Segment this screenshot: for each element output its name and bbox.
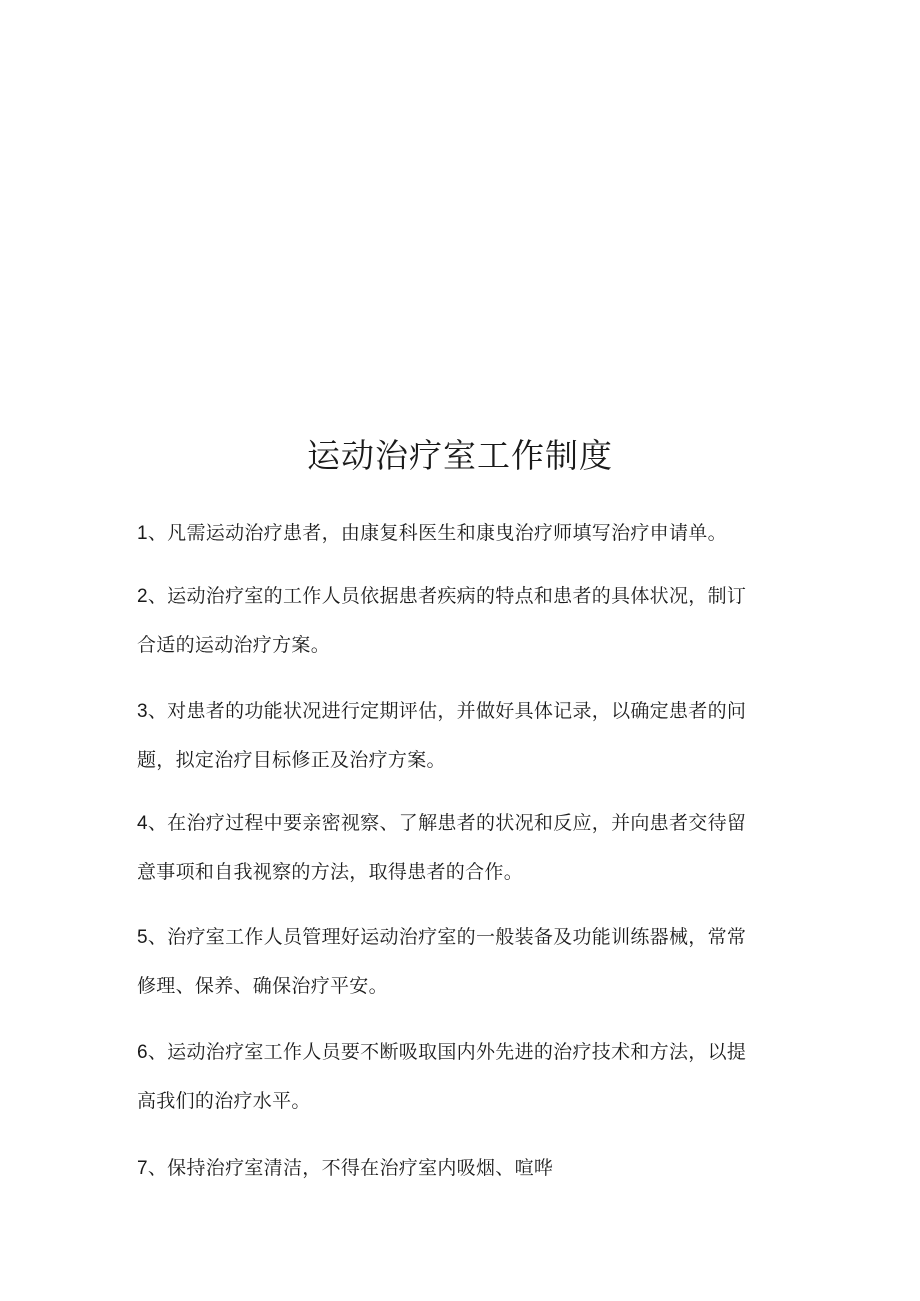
rule-text: 、运动治疗室工作人员要不断吸取国内外先进的治疗技术和方法，以提	[147, 1041, 747, 1063]
rule-item-1	[137, 509, 787, 558]
rule-text: 、运动治疗室的工作人员依据患者疾病的特点和患者的具体状况，制订	[147, 585, 747, 607]
rule-line	[137, 509, 787, 558]
rule-line	[137, 572, 787, 621]
rule-item-4	[137, 799, 787, 896]
rule-number: 1	[137, 523, 148, 544]
rule-number: 6	[137, 1042, 148, 1063]
rule-text: 、对患者的功能状况进行定期评估，并做好具体记录，以确定患者的问	[147, 700, 747, 722]
rule-line-continued: 修理、保养、确保治疗平安。	[137, 975, 388, 997]
rule-text: 、保持治疗室清洁，不得在治疗室内吸烟、喧哗	[147, 1157, 554, 1179]
rule-line	[137, 913, 787, 962]
rule-number: 2	[137, 586, 148, 607]
document-title: 运动治疗室工作制度	[307, 436, 613, 475]
rule-number: 4	[137, 813, 148, 834]
rule-line	[137, 1028, 787, 1077]
rule-item-6	[137, 1028, 787, 1125]
rule-line	[137, 799, 787, 848]
rule-line-continued: 高我们的治疗水平。	[137, 1090, 311, 1112]
rule-line-continued: 合适的运动治疗方案。	[137, 634, 331, 656]
rule-item-7	[137, 1144, 787, 1193]
rule-number: 3	[137, 701, 148, 722]
rule-text: 、治疗室工作人员管理好运动治疗室的一般装备及功能训练器械，常常	[147, 926, 747, 948]
rule-text: 、凡需运动治疗患者，由康复科医生和康曳治疗师填写治疗申请单。	[147, 522, 727, 544]
rule-line	[137, 1144, 787, 1193]
rule-item-3	[137, 687, 787, 784]
rule-number: 7	[137, 1158, 148, 1179]
rule-line	[137, 687, 787, 736]
rule-item-2	[137, 572, 787, 669]
rule-line-continued: 题，拟定治疗目标修正及治疗方案。	[137, 749, 446, 771]
rule-text: 、在治疗过程中要亲密视察、了解患者的状况和反应，并向患者交待留	[147, 812, 747, 834]
rule-item-5	[137, 913, 787, 1010]
rule-number: 5	[137, 927, 148, 948]
rule-line-continued: 意事项和自我视察的方法，取得患者的合作。	[137, 861, 524, 883]
